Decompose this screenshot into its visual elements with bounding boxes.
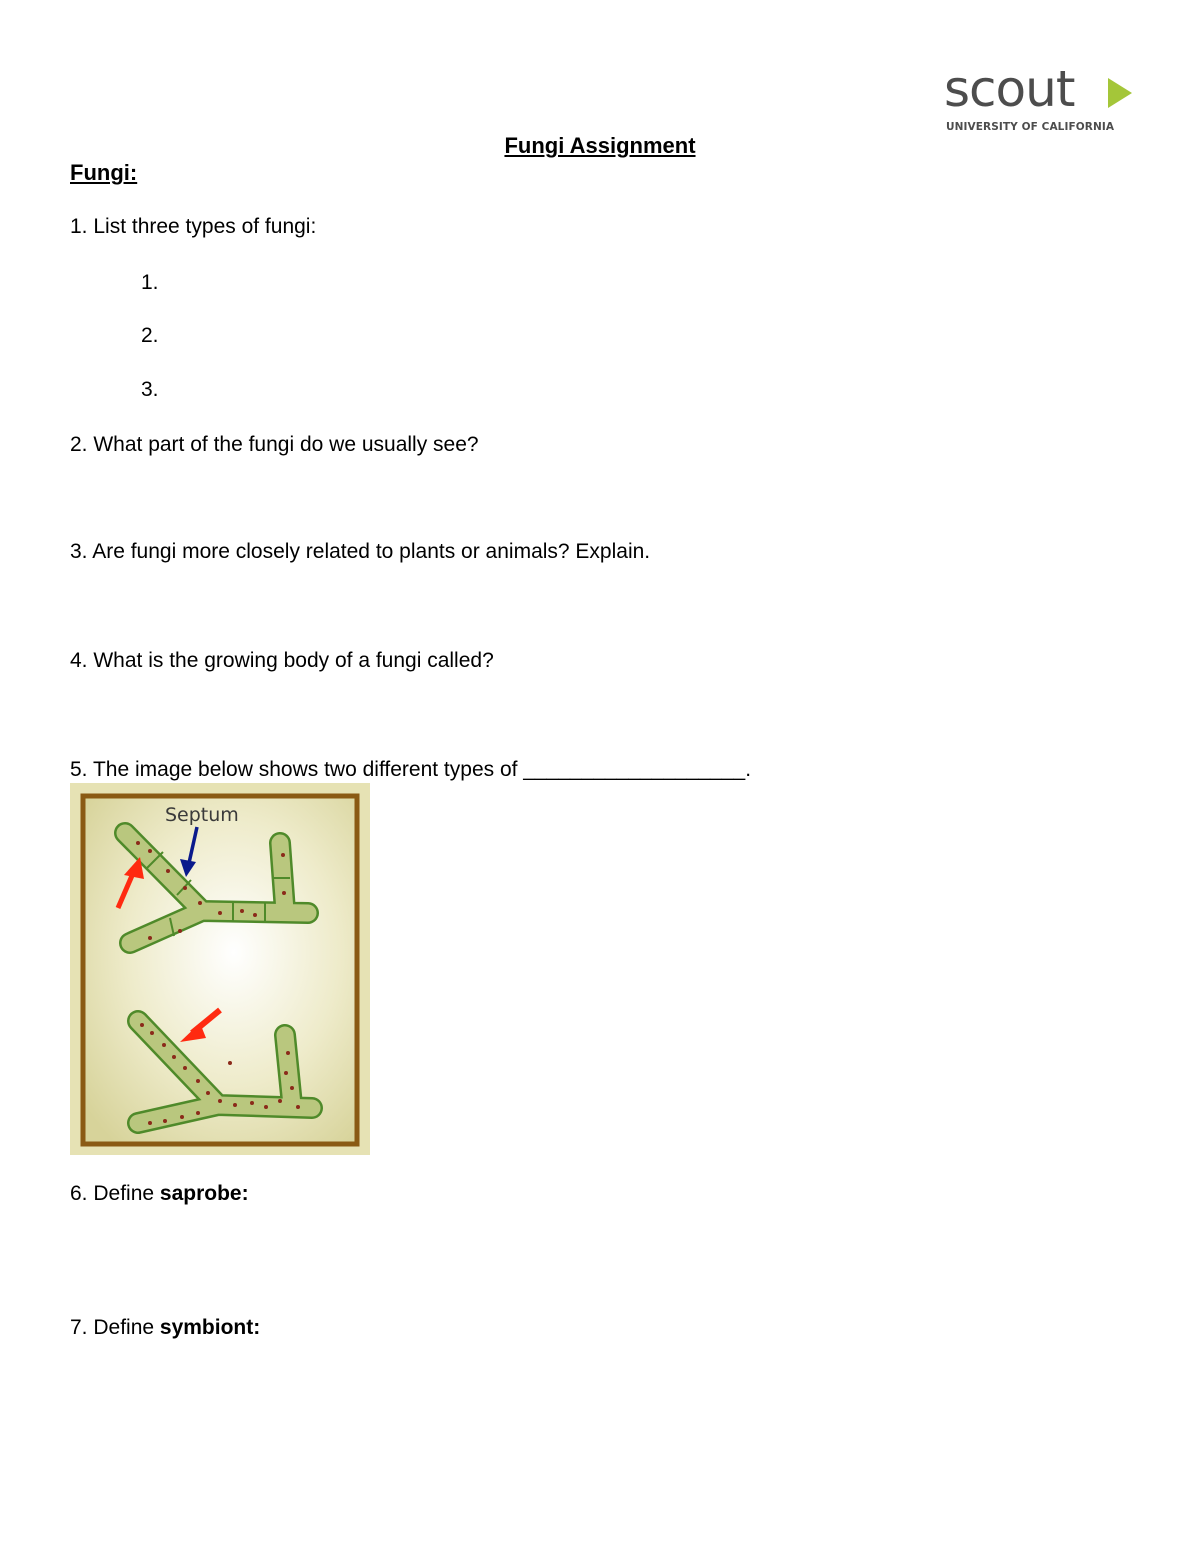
question-5: 5. The image below shows two different types of ___________________.: [70, 758, 752, 781]
logo-subtitle: UNIVERSITY OF CALIFORNIA: [946, 121, 1115, 133]
question-6: 6. Define saprobe:: [70, 1182, 249, 1205]
hyphae-figure: [70, 783, 370, 1155]
logo-wordmark: scout: [944, 60, 1075, 118]
question-1-item-1: 1.: [141, 271, 159, 294]
question-1: 1. List three types of fungi:: [70, 215, 317, 238]
question-3: 3. Are fungi more closely related to plants or animals? Explain.: [70, 540, 651, 563]
question-1-item-2: 2.: [141, 324, 159, 347]
septum-label: Septum: [165, 804, 239, 826]
logo-play-triangle-icon: [1106, 76, 1134, 110]
page-title: Fungi Assignment: [504, 133, 696, 158]
term-symbiont: symbiont:: [159, 1316, 261, 1339]
question-4: 4. What is the growing body of a fungi called?: [70, 649, 494, 672]
question-2: 2. What part of the fungi do we usually see?: [70, 433, 479, 456]
question-7: 7. Define symbiont:: [70, 1316, 261, 1339]
section-heading: Fungi:: [70, 160, 138, 185]
question-1-item-3: 3.: [141, 378, 159, 401]
term-saprobe: saprobe:: [159, 1182, 249, 1205]
scout-logo: [944, 60, 1134, 138]
